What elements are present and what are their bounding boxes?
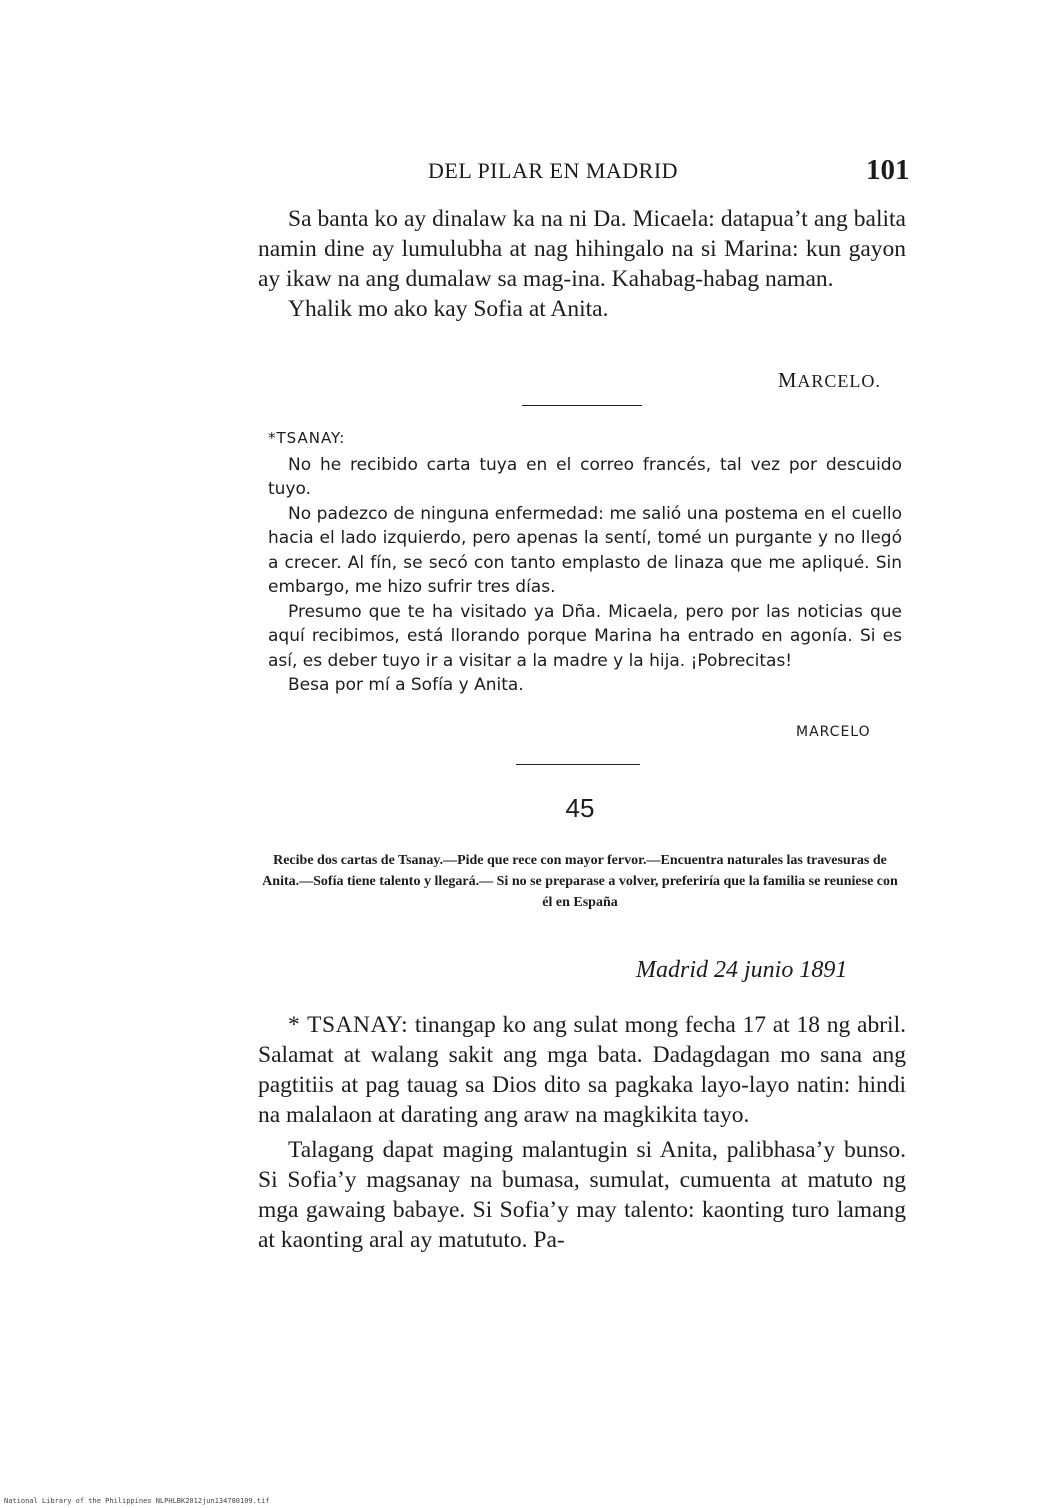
spanish-paragraph-3: Presumo que te ha visitado ya Dña. Micaela, pero por las noticias que aquí recibimos, está llorando porque Marina ha entrado en agonía. Si es así, es deber tuyo ir a visitar a la madre y la hija. ¡Pobrecitas! xyxy=(268,601,902,671)
letter-45-body xyxy=(258,1010,906,1255)
spanish-translation xyxy=(268,426,902,698)
page-number: 101 xyxy=(866,154,910,186)
tagalog-paragraph-2: Yhalik mo ako kay Sofia at Anita. xyxy=(288,296,609,322)
letter-number: 45 xyxy=(565,793,595,823)
spanish-paragraph-1: No he recibido carta tuya en el correo francés, tal vez por descuido tuyo. xyxy=(268,454,902,499)
dateline: Madrid 24 junio 1891 xyxy=(636,957,848,983)
spanish-paragraph-2: No padezco de ninguna enfermedad: me salió una postema en el cuello hacia el lado izquierdo, pero apenas la sentí, tomé un purgante y no llegó a crecer. Al fín, se secó con tanto emplasto de linaza que me apliqué. Sin embargo, me hizo sufrir tres días. xyxy=(268,503,902,597)
letter-summary: Recibe dos cartas de Tsanay.—Pide que rece con mayor fervor.—Encuentra naturales las travesuras de Anita.—Sofía tiene talento y llegará.— Si no se preparase a volver, preferiría que la familia se reuniese con él en España xyxy=(262,853,898,910)
letter-45-paragraph-1: * TSANAY: tinangap ko ang sulat mong fecha 17 at 18 ng abril. Salamat at walang sakit ang mga bata. Dadagdagan mo sana ang pagtitiis at pag tauag sa Dios dito sa pagkaka layo-layo natin: hindi na malalaon at darating ang araw na magkikita tayo. xyxy=(258,1012,906,1128)
tagalog-letter-end xyxy=(258,204,906,324)
tagalog-signature: MARCELO. xyxy=(778,370,881,392)
letter-45-paragraph-2: Talagang dapat maging malantugin si Anita, palibhasa’y bunso. Si Sofia’y magsanay na bumasa, sumulat, cumuenta at matuto ng mga gawaing babaye. Si Sofia’y may talento: kaonting turo lamang at kaonting aral ay matututo. Pa- xyxy=(258,1137,906,1253)
spanish-signature: MARCELO xyxy=(796,724,871,740)
tagalog-paragraph-1: Sa banta ko ay dinalaw ka na ni Da. Micaela: datapua’t ang balita namin dine ay lumulubha at nag hihingalo na si Marina: kun gayon ay ikaw na ang dumalaw sa mag-ina. Kahabag-habag naman. xyxy=(258,206,906,292)
section-divider xyxy=(516,764,640,765)
running-title: DEL PILAR EN MADRID xyxy=(428,158,679,183)
section-divider xyxy=(522,405,642,406)
letter-45-salutation: * TSANAY: xyxy=(288,1012,409,1038)
spanish-paragraph-4: Besa por mí a Sofía y Anita. xyxy=(288,675,524,695)
scan-stamp: National Library of the Philippines NLPHLBK2012jun134780109.tif xyxy=(4,1497,270,1505)
spanish-salutation: *TSANAY: xyxy=(268,429,346,447)
